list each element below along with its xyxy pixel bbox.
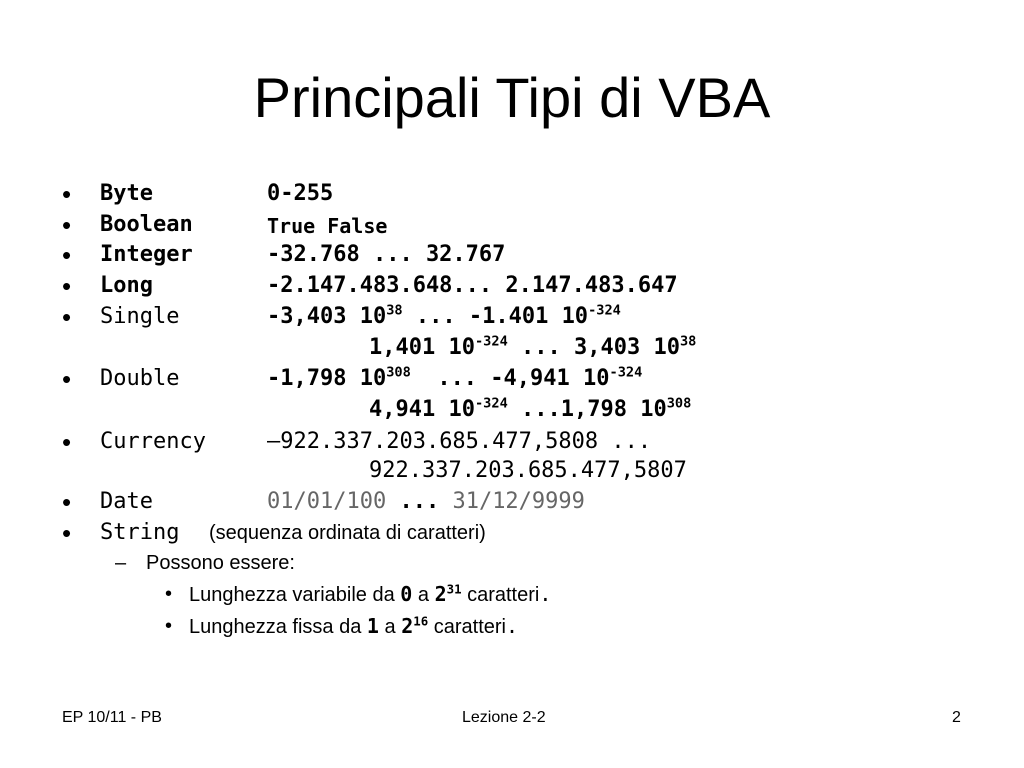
type-name-currency: Currency <box>100 429 206 454</box>
footer-page-number: 2 <box>952 709 961 726</box>
type-range-single-line2: 1,401 $10^{-324}$ ... 3,403 $10^{38}$ <box>369 333 697 360</box>
type-range-long: -2.147.483.648... 2.147.483.647 <box>267 273 678 298</box>
type-range-byte: 0-255 <box>267 181 334 206</box>
sub-item-fixed: Lunghezza fissa da 1 a $2^{16}$ caratteri. <box>189 613 519 638</box>
type-name-long: Long <box>100 273 153 298</box>
bullet-icon: • <box>62 179 72 209</box>
type-range-double-line2: 4,941 $10^{-324}$ ...1,798 $10^{308}$ <box>369 395 692 422</box>
bullet-icon: • <box>62 210 72 240</box>
bullet-icon: • <box>165 583 173 605</box>
type-desc-string: (sequenza ordinata di caratteri) <box>209 522 486 544</box>
bullet-icon: • <box>62 518 72 548</box>
type-name-date: Date <box>100 489 153 514</box>
type-name-double: Double <box>100 366 180 391</box>
slide-title: Principali Tipi di VBA <box>253 66 771 129</box>
type-name-single: Single <box>100 304 180 329</box>
bullet-icon: • <box>62 271 72 301</box>
type-name-boolean: Boolean <box>100 212 193 237</box>
type-range-currency-line1: –922.337.203.685.477,5808 ... <box>267 429 652 454</box>
bullet-icon: • <box>62 364 72 394</box>
bullet-icon: • <box>62 240 72 270</box>
bullet-icon: • <box>62 427 72 457</box>
type-range-single-line1: -3,403 $10^{38}$ ... -1.401 $10^{-324}$ <box>267 302 621 329</box>
sub-label: Possono essere: <box>146 552 295 574</box>
bullet-icon: • <box>62 302 72 332</box>
sub-item-variable: Lunghezza variabile da 0 a $2^{31}$ caratteri. <box>189 581 552 606</box>
footer-course: EP 10/11 - PB <box>62 709 162 726</box>
type-range-double-line1: -1,798 $10^{308}$ ... -4,941 $10^{-324}$ <box>267 364 643 391</box>
type-name-byte: Byte <box>100 181 153 206</box>
type-range-integer: -32.768 ... 32.767 <box>267 242 506 267</box>
type-range-date: 01/01/100 ... 31/12/9999 <box>267 489 585 514</box>
type-name-string: String <box>100 520 180 545</box>
dash-icon: – <box>115 552 127 574</box>
footer-lesson: Lezione 2-2 <box>462 709 546 726</box>
type-name-integer: Integer <box>100 242 193 267</box>
bullet-icon: • <box>62 487 72 517</box>
type-range-currency-line2: 922.337.203.685.477,5807 <box>369 458 687 483</box>
bullet-icon: • <box>165 615 173 637</box>
type-range-boolean: True False <box>267 214 388 238</box>
